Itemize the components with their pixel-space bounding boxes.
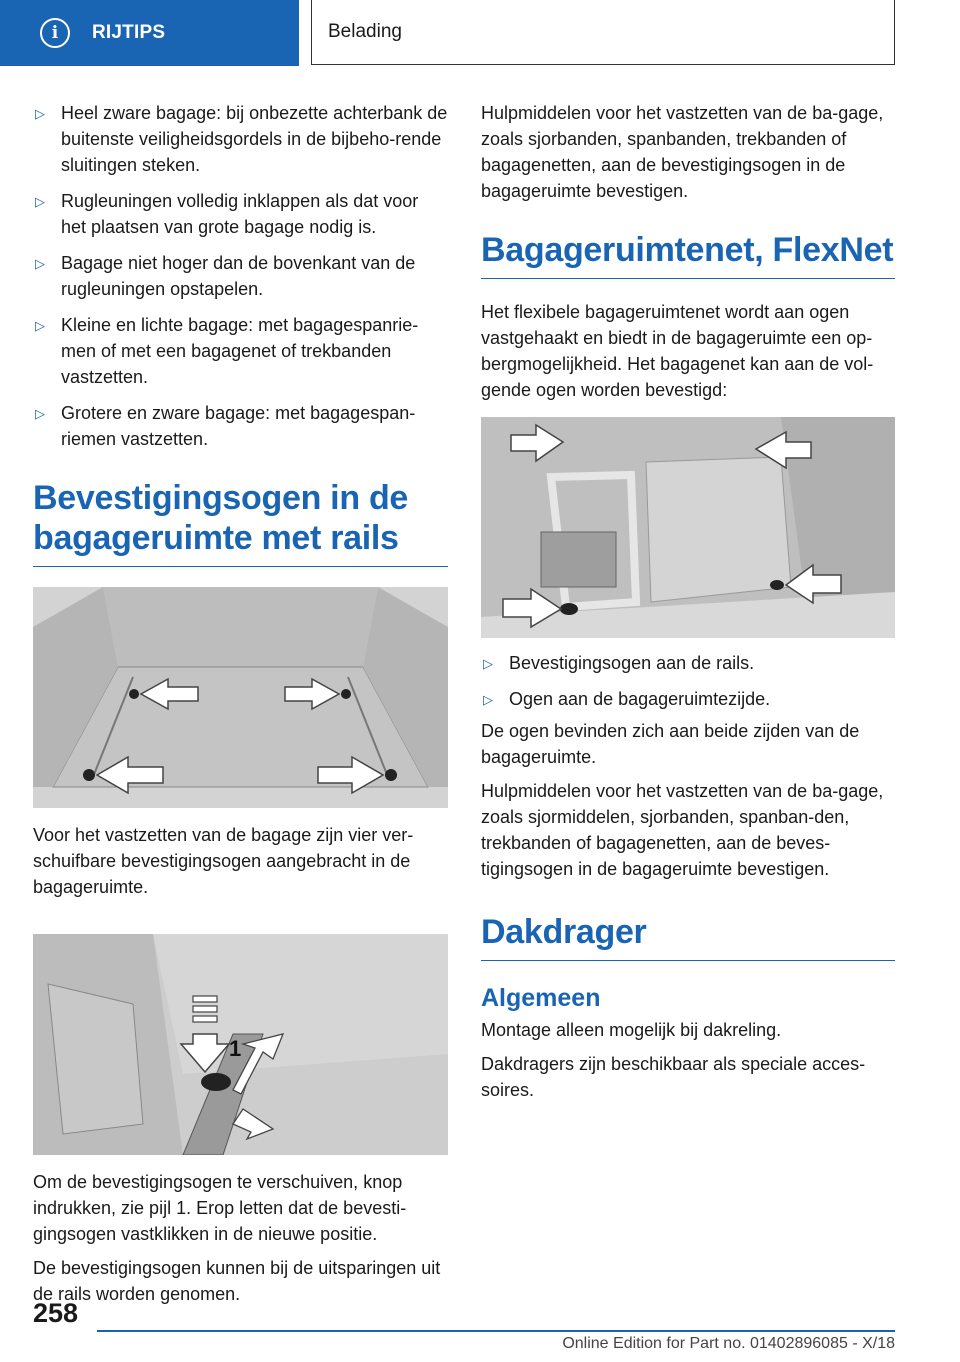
body-text: Om de bevestigingsogen te verschuiven, knop indrukken, zie pijl 1. Erop letten dat de bevesti-gingsogen vastklikken in de nieuwe positie. <box>33 1172 407 1244</box>
rail-button-figure <box>33 934 448 1155</box>
bullet-triangle-icon: ▷ <box>35 106 45 121</box>
list-item: ▷ Rugleuningen volledig inklappen als dat voor het plaatsen van grote bagage nodig is. <box>35 191 419 237</box>
body-text: Dakdragers zijn beschikbaar als speciale acces-soires. <box>481 1054 866 1100</box>
info-icon: i <box>40 18 70 48</box>
flexnet-figure <box>481 417 895 638</box>
rail-button-illustration <box>33 934 448 1155</box>
edition-text: Online Edition for Part no. 01402896085 - X/18 <box>562 1335 895 1352</box>
flexnet-illustration <box>481 417 895 638</box>
figure-callout-number: 1 <box>229 1036 242 1061</box>
bullet-triangle-icon: ▷ <box>35 256 45 271</box>
subsection-heading: Algemeen <box>481 984 601 1012</box>
body-text: De bevestigingsogen kunnen bij de uitsparingen uit de rails worden genomen. <box>33 1258 441 1304</box>
right-column <box>481 100 895 1111</box>
left-column <box>33 100 448 1315</box>
cargo-floor-illustration <box>33 587 448 808</box>
section-tab <box>0 0 299 66</box>
body-text: Voor het vastzetten van de bagage zijn vier ver-schuifbare bevestigingsogen aangebracht in de bagageruimte. <box>33 825 414 897</box>
section-heading: Bevestigingsogen in de bagageruimte met rails <box>33 478 448 567</box>
section-label: RIJTIPS <box>92 22 166 43</box>
bullet-triangle-icon: ▷ <box>483 692 493 707</box>
body-text: Het flexibele bagageruimtenet wordt aan ogen vastgehaakt en biedt in de bagageruimte een op-bergmogelijkheid. Het bagagenet kan aan de vol-gende ogen worden bevestigd: <box>481 302 874 400</box>
list-item: ▷ Heel zware bagage: bij onbezette achterbank de buitenste veiligheidsgordels in de bijbeho-rende sluitingen steken. <box>35 103 448 175</box>
page-number: 258 <box>33 1298 79 1328</box>
list-item: ▷ Kleine en lichte bagage: met bagagespanrie-men of met een bagagenet of trekbanden vastzetten. <box>35 315 419 387</box>
body-text: Hulpmiddelen voor het vastzetten van de ba-gage, zoals sjorbanden, spanbanden, trekbanden of bagagenetten, aan de bevestigingsogen in de bagageruimte bevestigen. <box>481 103 884 201</box>
list-item: ▷ Bagage niet hoger dan de bovenkant van de rugleuningen opstapelen. <box>35 253 416 299</box>
bullet-triangle-icon: ▷ <box>35 406 45 421</box>
list-item: ▷ Ogen aan de bagageruimtezijde. <box>481 686 895 712</box>
section-heading: Dakdrager <box>481 912 895 961</box>
section-heading: Bagageruimtenet, FlexNet <box>481 230 895 279</box>
body-text: De ogen bevinden zich aan beide zijden van de bagageruimte. <box>481 721 860 767</box>
body-text: Hulpmiddelen voor het vastzetten van de ba-gage, zoals sjormiddelen, sjorbanden, spanban-den, trekbanden of bagagenetten, aan de beves-tigingsogen in de bagageruimte bevestigen. <box>481 781 884 879</box>
chapter-title: Belading <box>328 21 402 42</box>
bullet-triangle-icon: ▷ <box>35 318 45 333</box>
body-text: Montage alleen mogelijk bij dakreling. <box>481 1020 782 1040</box>
bullet-triangle-icon: ▷ <box>483 656 493 671</box>
list-item: ▷ Grotere en zware bagage: met bagagespan-riemen vastzetten. <box>35 403 416 449</box>
cargo-floor-figure <box>33 587 448 808</box>
list-item: ▷ Bevestigingsogen aan de rails. <box>481 650 895 676</box>
chapter-box <box>311 0 895 65</box>
footer-divider <box>97 1330 895 1332</box>
bullet-triangle-icon: ▷ <box>35 194 45 209</box>
